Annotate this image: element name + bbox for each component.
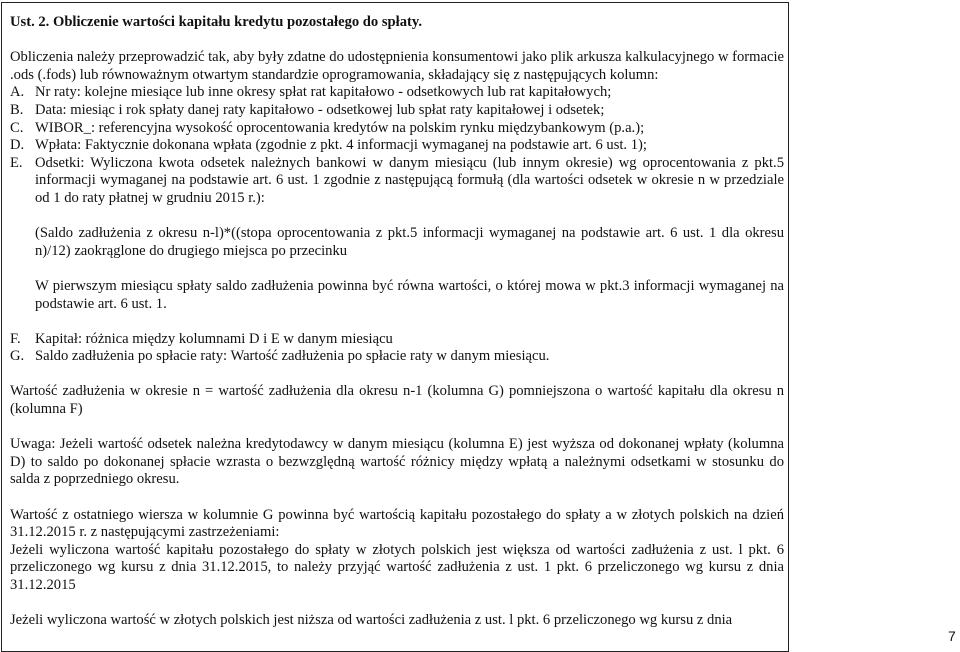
item-label: F.: [10, 330, 21, 347]
column-item-d: [10, 137, 784, 155]
item-text: WIBOR_: referencyjna wysokość oprocentowania kredytów na polskim rynku międzybankowym (p.a.);: [35, 119, 645, 136]
intro-paragraph: Obliczenia należy przeprowadzić tak, aby były zdatne do udostępnienia konsumentowi jako plik arkusza kalkulacyjnego w formacie .ods (.fods) lub równoważnym otwartym standardzie oprogramowania, składający się z następujących kolumn:: [10, 49, 785, 83]
item-label: G.: [10, 348, 25, 365]
item-label: B.: [10, 101, 24, 118]
note-paragraph: Uwaga: Jeżeli wartość odsetek należna kredytodawcy w danym miesiącu (kolumna E) jest wyższa od dokonanej wpłaty (kolumna D) to saldo po dokonanej spłacie wzrasta o bezwzględną wartość różnicy między wpłatą a należnymi odsetkami w stosunku do salda z poprzedniego okresu.: [10, 436, 784, 488]
document-content: [10, 14, 784, 630]
item-label: E.: [10, 154, 23, 171]
lower-value-paragraph: Jeżeli wyliczona wartość w złotych polskich jest niższa od wartości zadłużenia z ust. l pkt. 6 przeliczonego wg kursu z dnia: [10, 612, 733, 629]
item-text: Kapitał: różnica między kolumnami D i E w danym miesiącu: [35, 330, 393, 347]
column-item-b: [10, 102, 784, 120]
item-text: Data: miesiąc i rok spłaty danej raty kapitałowo - odsetkowej lub spłat raty kapitałowej i odsetek;: [35, 101, 605, 118]
item-label: A.: [10, 84, 25, 101]
item-text: Wpłata: Faktycznie dokonana wpłata (zgodnie z pkt. 4 informacji wymaganej na podstawie art. 6 ust. 1);: [35, 137, 647, 154]
last-row-paragraph: Wartość z ostatniego wiersza w kolumnie G powinna być wartością kapitału pozostałego do spłaty a w złotych polskich na dzień 31.12.2015 r. z następującymi zastrzeżeniami:: [10, 506, 784, 541]
column-item-a: [10, 84, 784, 102]
column-item-f: [10, 331, 784, 349]
section-title: Ust. 2. Obliczenie wartości kapitału kredytu pozostałego do spłaty.: [10, 14, 423, 30]
column-item-g: [10, 348, 784, 366]
higher-value-paragraph: Jeżeli wyliczona wartość kapitału pozostałego do spłaty w złotych polskich jest większa od wartości zadłużenia z ust. l pkt. 6 przeliczonego wg kursu z dnia 31.12.2015, to należy przyjąć wartość zadłużenia z ust. 1 pkt. 6 przeliczonego wg kursu z dnia 31.12.2015: [10, 541, 784, 593]
formula-paragraph: (Saldo zadłużenia z okresu n-l)*((stopa oprocentowania z pkt.5 informacji wymaganej na podstawie art. 6 ust. 1 dla okresu n)/12) zaokrąglone do drugiego miejsca po przecinku: [35, 225, 784, 259]
item-text: Saldo zadłużenia po spłacie raty: Wartość zadłużenia po spłacie raty w danym miesiącu.: [35, 348, 550, 365]
first-month-note: W pierwszym miesiącu spłaty saldo zadłużenia powinna być równa wartości, o której mowa w pkt.3 informacji wymaganej na podstawie art. 6 ust. 1.: [35, 277, 784, 312]
column-item-e: [10, 155, 784, 208]
item-label: D.: [10, 137, 25, 154]
page-number: 7: [948, 628, 956, 644]
item-text: Odsetki: Wyliczona kwota odsetek należnych bankowi w danym miesiącu (lub innym okresie) wg oprocentowania z pkt.5 informacji wymaganej na podstawie art. 6 ust. 1 zgodnie z następującą formułą (dla wartości odsetek w okresie n w przedziale od 1 do raty płatnej w grudniu 2015 r.):: [35, 154, 784, 206]
balance-paragraph: Wartość zadłużenia w okresie n = wartość zadłużenia dla okresu n-1 (kolumna G) pomniejszona o wartość kapitału dla okresu n (kolumna F): [10, 383, 784, 418]
item-label: C.: [10, 119, 24, 136]
page-frame: [1, 2, 789, 652]
column-item-c: [10, 120, 784, 138]
item-text: Nr raty: kolejne miesiące lub inne okresy spłat rat kapitałowo - odsetkowych lub rat kapitałowych;: [35, 84, 612, 101]
